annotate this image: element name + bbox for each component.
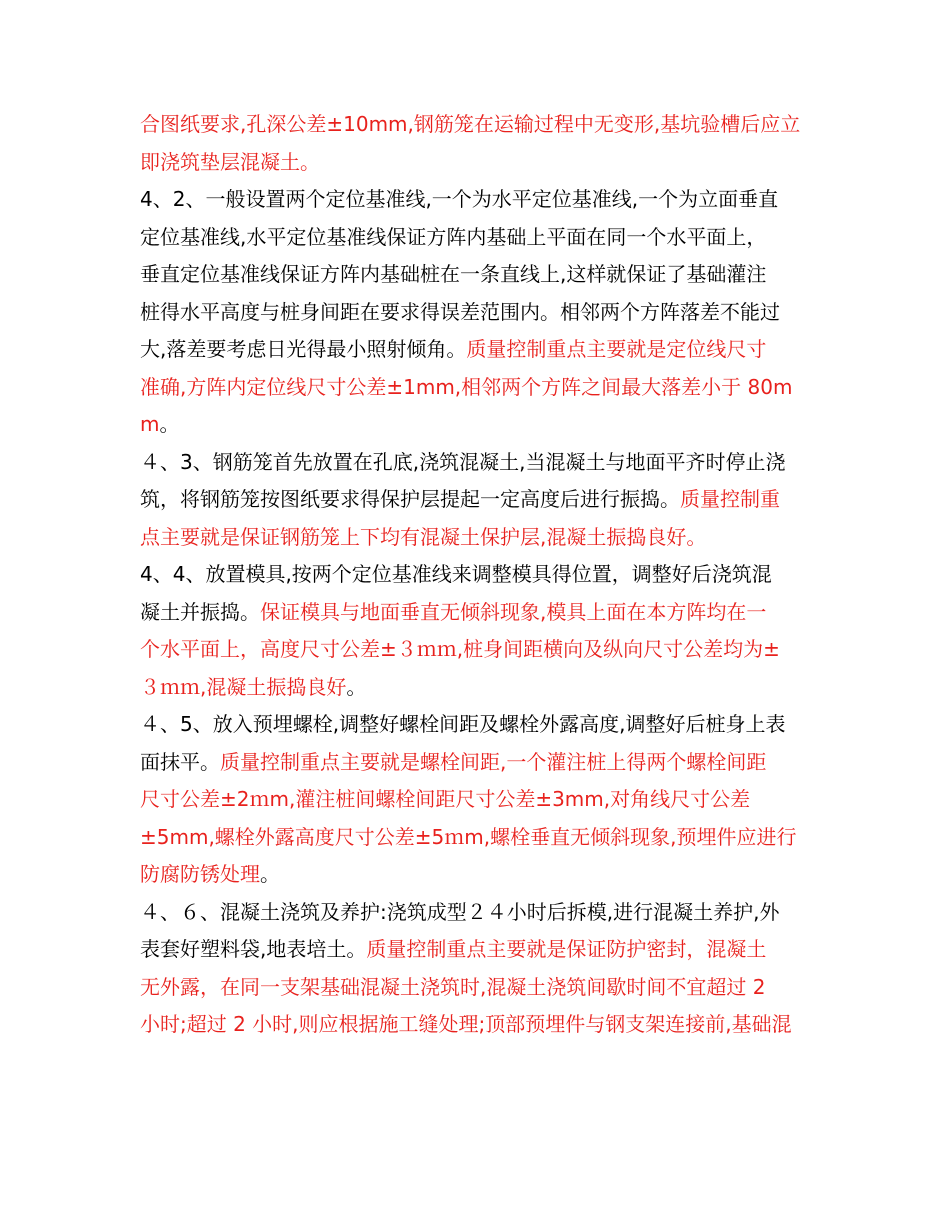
highlighted-text: 即浇筑垫层混凝土。 bbox=[140, 149, 320, 174]
body-text: 。 bbox=[346, 674, 367, 699]
text-line bbox=[140, 669, 840, 707]
paragraph bbox=[140, 106, 840, 181]
text-line bbox=[140, 369, 840, 407]
highlighted-text: 质量控制重 bbox=[680, 487, 780, 511]
document-body bbox=[140, 106, 840, 1044]
text-line bbox=[140, 181, 840, 219]
text-line bbox=[140, 444, 840, 482]
highlighted-text: 小时;超过 2 小时,则应根据施工缝处理;顶部预埋件与钢支架连接前,基础混 bbox=[140, 1012, 792, 1036]
highlighted-text: 无外露，在同一支架基础混凝土浇筑时,混凝土浇筑间歇时间不宜超过 2 bbox=[140, 974, 766, 999]
text-line bbox=[140, 481, 840, 519]
body-text: 桩得水平高度与桩身间距在要求得误差范围内。相邻两个方阵落差不能过 bbox=[140, 299, 780, 324]
highlighted-text: ±5mm,螺栓外露高度尺寸公差±5ｍm,螺栓垂直无倾斜现象,预埋件应进行 bbox=[140, 824, 797, 849]
body-text: 大,落差要考虑日光得最小照射倾角。 bbox=[140, 337, 467, 361]
body-text: 筑，将钢筋笼按图纸要求得保护层提起一定高度后进行振捣。 bbox=[140, 487, 680, 511]
highlighted-text: 质量控制重点主要就是定位线尺寸 bbox=[466, 337, 767, 361]
text-line bbox=[140, 931, 840, 969]
body-text: ４、5、放入预埋螺栓,调整好螺栓间距及螺栓外露高度,调整好后桩身上表 bbox=[140, 712, 786, 736]
highlighted-text: 合图纸要求,孔深公差±10mm,钢筋笼在运输过程中无变形,基坑验槽后应立 bbox=[140, 112, 801, 136]
text-line bbox=[140, 594, 840, 632]
body-text: ４、3、钢筋笼首先放置在孔底,浇筑混凝土,当混凝土与地面平齐时停止浇 bbox=[140, 449, 786, 474]
body-text: 垂直定位基准线保证方阵内基础桩在一条直线上,这样就保证了基础灌注 bbox=[140, 262, 767, 286]
text-line bbox=[140, 856, 840, 894]
text-line bbox=[140, 294, 840, 332]
text-line bbox=[140, 706, 840, 744]
highlighted-text: 保证模具与地面垂直无倾斜现象,模具上面在本方阵均在一 bbox=[260, 599, 767, 624]
text-line bbox=[140, 744, 840, 782]
paragraph bbox=[140, 894, 840, 1044]
text-line bbox=[140, 894, 840, 932]
text-line bbox=[140, 406, 840, 444]
body-text: 4、4、放置模具,按两个定位基准线来调整模具得位置，调整好后浇筑混 bbox=[140, 562, 772, 586]
text-line bbox=[140, 819, 840, 857]
body-text: 4、2、一般设置两个定位基准线,一个为水平定位基准线,一个为立面垂直 bbox=[140, 187, 779, 211]
body-text: 凝土并振捣。 bbox=[140, 599, 260, 624]
paragraph bbox=[140, 181, 840, 444]
text-line bbox=[140, 1006, 840, 1044]
highlighted-text: 点主要就是保证钢筋笼上下均有混凝土保护层,混凝土振捣良好。 bbox=[140, 524, 707, 549]
text-line bbox=[140, 631, 840, 669]
highlighted-text: m bbox=[140, 412, 160, 436]
body-text: 。 bbox=[159, 412, 180, 436]
text-line bbox=[140, 331, 840, 369]
body-text: 定位基准线,水平定位基准线保证方阵内基础上平面在同一个水平面上， bbox=[140, 224, 767, 249]
body-text: 表套好塑料袋,地表培土。 bbox=[140, 937, 367, 961]
text-line bbox=[140, 144, 840, 182]
body-text: 。 bbox=[260, 862, 280, 886]
text-line bbox=[140, 781, 840, 819]
highlighted-text: 质量控制重点主要就是保证防护密封，混凝土 bbox=[366, 937, 767, 961]
text-line bbox=[140, 519, 840, 557]
highlighted-text: ３ｍｍ,混凝土振捣良好 bbox=[140, 674, 347, 699]
text-line bbox=[140, 256, 840, 294]
highlighted-text: 防腐防锈处理 bbox=[140, 862, 260, 886]
highlighted-text: 尺寸公差±2ｍm,灌注桩间螺栓间距尺寸公差±3mm,对角线尺寸公差 bbox=[140, 787, 751, 811]
body-text: 面抹平。 bbox=[140, 749, 220, 774]
paragraph bbox=[140, 556, 840, 706]
text-line bbox=[140, 969, 840, 1007]
text-line bbox=[140, 556, 840, 594]
paragraph bbox=[140, 706, 840, 894]
text-line bbox=[140, 106, 840, 144]
text-line bbox=[140, 219, 840, 257]
highlighted-text: 质量控制重点主要就是螺栓间距,一个灌注桩上得两个螺栓间距 bbox=[220, 749, 767, 774]
body-text: ４、６、混凝土浇筑及养护:浇筑成型２４小时后拆模,进行混凝土养护,外 bbox=[140, 899, 780, 924]
highlighted-text: 个水平面上，高度尺寸公差±３ｍｍ,桩身间距横向及纵向尺寸公差均为± bbox=[140, 637, 780, 661]
highlighted-text: 准确,方阵内定位线尺寸公差±1mm,相邻两个方阵之间最大落差小于 80m bbox=[140, 374, 793, 399]
paragraph bbox=[140, 444, 840, 557]
